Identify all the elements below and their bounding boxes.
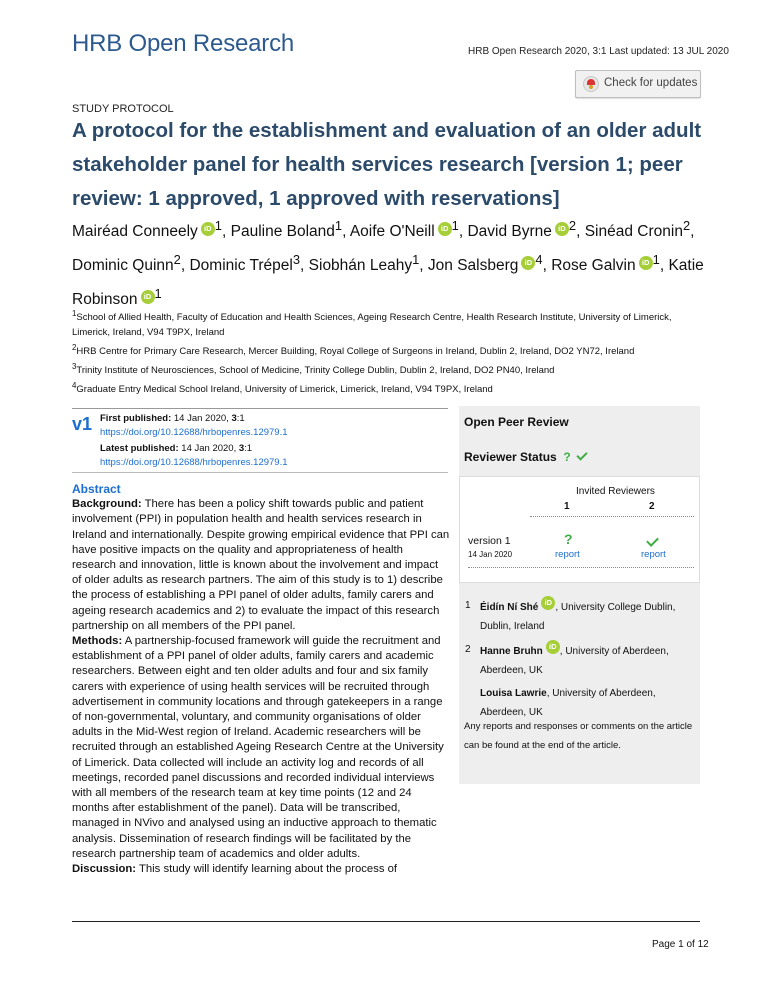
affiliation-list bbox=[72, 306, 702, 398]
version-row-date: 14 Jan 2020 bbox=[468, 550, 513, 559]
version-label: v1 bbox=[72, 414, 93, 434]
divider bbox=[72, 408, 448, 409]
latest-volume: 3 bbox=[238, 443, 245, 454]
orcid-icon[interactable]: iD bbox=[555, 222, 569, 236]
footer-divider bbox=[72, 921, 700, 922]
author[interactable]: Aoife O'Neill iD $^1$ bbox=[349, 218, 459, 241]
reviewer-entry: 1 Éidín Ní Shé iD , University College Dublin, Dublin, Ireland bbox=[465, 598, 676, 632]
article-title bbox=[72, 114, 712, 216]
author-affiliation-ref: 1 bbox=[214, 218, 222, 233]
affiliation: $^4$Graduate Entry Medical School Ireland, University of Limerick, Limerick, Ireland, V94 T9PX, Ireland bbox=[72, 381, 493, 396]
peer-review-note: Any reports and responses or comments on the article can be found at the end of the article. bbox=[464, 721, 693, 751]
abstract-heading: Abstract bbox=[72, 482, 121, 496]
citation-line: HRB Open Research 2020, 3:1 Last updated: 13 JUL 2020 bbox=[468, 46, 729, 57]
latest-published bbox=[100, 442, 288, 470]
author-affiliation-ref: 3 bbox=[292, 252, 301, 268]
question-icon: ? bbox=[563, 450, 571, 464]
author-affiliation-ref: 1 bbox=[154, 286, 162, 302]
author-affiliation-ref: 4 bbox=[535, 252, 543, 268]
check-for-updates-button[interactable] bbox=[575, 70, 701, 98]
check-icon bbox=[577, 449, 588, 460]
author-affiliation-ref: 1 bbox=[412, 252, 420, 268]
orcid-icon[interactable]: iD bbox=[541, 596, 555, 610]
journal-name: HRB Open Research bbox=[72, 30, 295, 57]
author-affiliation-ref: 1 bbox=[652, 252, 660, 268]
author-affiliation-ref: 1 bbox=[334, 218, 343, 233]
divider bbox=[530, 516, 694, 517]
author-affiliation-ref: 1 bbox=[451, 218, 459, 233]
latest-published-date: 14 Jan 2020, bbox=[181, 443, 237, 454]
divider bbox=[468, 567, 694, 568]
affiliation: $^1$School of Allied Health, Faculty of Education and Health Sciences, Ageing Research Centre, Health Research Institute, University of Limerick, Limerick, Ireland, V94 T9PX, Ireland bbox=[72, 309, 672, 339]
author[interactable]: Siobhán Leahy$^1$ bbox=[308, 252, 420, 275]
report-2-link[interactable]: report bbox=[641, 549, 666, 560]
abstract-discussion: Discussion: This study will identify learning about the process of bbox=[72, 863, 398, 876]
reviewer-1-status-icon: ? bbox=[564, 531, 573, 547]
invited-reviewers-label: Invited Reviewers bbox=[576, 486, 655, 497]
author-affiliation-ref: 2 bbox=[568, 218, 577, 233]
article-type: STUDY PROTOCOL bbox=[72, 103, 174, 115]
page-number: Page 1 of 12 bbox=[652, 939, 709, 950]
title-line-3: review: 1 approved, 1 approved with reservations] bbox=[72, 187, 560, 210]
volume: 3 bbox=[231, 413, 237, 424]
first-published-label: First published: bbox=[100, 413, 172, 424]
abstract-background: Background: There has been a policy shift towards public and patient involvement (PPI) in population health and health services research in Ireland and internationally. Despite growing empirical evidence that PPI can have positive impacts on the quality and appropriateness of health research and innovation, little is known about the involvement and impact of older adults as research partners. The aim of this study is to 1) describe the process of establishing a PPI panel of older adults, family carers and ageing research academics and 2) to evaluate the impact of this research partnership on all members of the PPI panel. bbox=[72, 498, 450, 632]
reviewer-status: Reviewer Status ? bbox=[464, 450, 587, 464]
author[interactable]: Pauline Boland$^1$ bbox=[230, 218, 343, 241]
affiliation: $^3$Trinity Institute of Neurosciences, School of Medicine, Trinity College Dublin, Dublin 2, Ireland, DO2 PN40, Ireland bbox=[72, 362, 555, 377]
orcid-icon[interactable]: iD bbox=[438, 222, 452, 236]
affiliation: $^2$HRB Centre for Primary Care Research, Mercer Building, Royal College of Surgeons in Ireland, Dublin 2, Ireland, DO2 YN72, Ireland bbox=[72, 343, 635, 358]
reviewer-table bbox=[459, 476, 700, 583]
reviewer-entry: Louisa Lawrie, University of Aberdeen, Aberdeen, UK bbox=[480, 688, 656, 718]
first-doi-link[interactable]: https://doi.org/10.12688/hrbopenres.12979.1 bbox=[100, 427, 288, 438]
author-affiliation-ref: 2 bbox=[173, 252, 181, 268]
open-peer-review-title: Open Peer Review bbox=[464, 415, 569, 429]
reviewer-list bbox=[465, 596, 695, 726]
title-line-1: A protocol for the establishment and evaluation of an older adult bbox=[72, 119, 702, 142]
divider bbox=[72, 472, 448, 473]
orcid-icon[interactable]: iD bbox=[546, 640, 560, 654]
first-published-date: 14 Jan 2020, bbox=[173, 413, 229, 424]
orcid-icon[interactable]: iD bbox=[521, 256, 535, 270]
author[interactable]: Jon Salsberg iD $^4$ bbox=[427, 252, 543, 275]
latest-published-label: Latest published: bbox=[100, 443, 179, 454]
version-row-label: version 1 bbox=[468, 535, 511, 547]
report-1-link[interactable]: report bbox=[555, 549, 580, 560]
author-affiliation-ref: 2 bbox=[682, 218, 691, 233]
col-2-header: 2 bbox=[649, 501, 655, 512]
title-line-2: stakeholder panel for health services research [version 1; peer bbox=[72, 153, 683, 176]
col-1-header: 1 bbox=[564, 501, 570, 512]
author[interactable]: Rose Galvin iD $^1$ bbox=[551, 252, 660, 275]
crossmark-icon bbox=[583, 76, 599, 92]
reviewer-entry: 2 Hanne Bruhn iD , University of Aberdeen, Aberdeen, UK bbox=[465, 642, 669, 676]
latest-issue: :1 bbox=[244, 443, 253, 454]
abstract-methods: Methods: A partnership-focused framework will guide the recruitment and establishment of a PPI panel of older adults, family carers and academic researchers. Between eight and ten older adults and four and six family carers with experience of using health services will be recruited through advertisement in community locations and through gatekeepers in a range of non-governmental, voluntary, and community organisations of older adults in the Mid-West region of Ireland. Academic researchers will be recruited through an established Ageing Research Centre at the University of Limerick. Data collected will include an activity log and records of all meetings, recorded panel discussions and recorded individual interviews with all members of the research team at key time points (12 and 24 months after establishment of the panel). Data will be transcribed, managed in NVivo and analysed using an inductive approach to thematic analysis. Dissemination of research findings will be facilitated by the research partnership team of academics and older adults. bbox=[72, 635, 444, 860]
author[interactable]: Mairéad Conneely iD $^1$ bbox=[72, 218, 222, 241]
orcid-icon[interactable]: iD bbox=[141, 290, 155, 304]
author[interactable]: Katie Robinson iD $^1$ bbox=[72, 257, 704, 309]
author[interactable]: Sinéad Cronin$^2$ bbox=[584, 218, 691, 241]
first-published bbox=[100, 412, 288, 440]
orcid-icon[interactable]: iD bbox=[639, 256, 653, 270]
author[interactable]: Dominic Trépel$^3$ bbox=[189, 252, 301, 275]
author-list: Mairéad Conneely iD $^1$, Pauline Boland$^1$, Aoife O'Neill iD $^1$, David Byrne iD $^2$, Sinéad Cronin$^2$, Dominic Quinn$^2$, Dominic Trépel$^3$, Siobhán Leahy$^1$, Jon Salsberg iD $^4$, Rose Galvin iD $^1$, Katie Robinson iD $^1$ bbox=[72, 218, 704, 309]
abstract bbox=[72, 482, 450, 877]
author[interactable]: David Byrne iD $^2$ bbox=[467, 218, 577, 241]
orcid-icon[interactable]: iD bbox=[201, 222, 215, 236]
author[interactable]: Dominic Quinn$^2$ bbox=[72, 252, 181, 275]
latest-doi-link[interactable]: https://doi.org/10.12688/hrbopenres.12979.1 bbox=[100, 457, 288, 468]
check-for-updates-label: Check for updates bbox=[604, 77, 698, 89]
issue: :1 bbox=[236, 413, 245, 424]
